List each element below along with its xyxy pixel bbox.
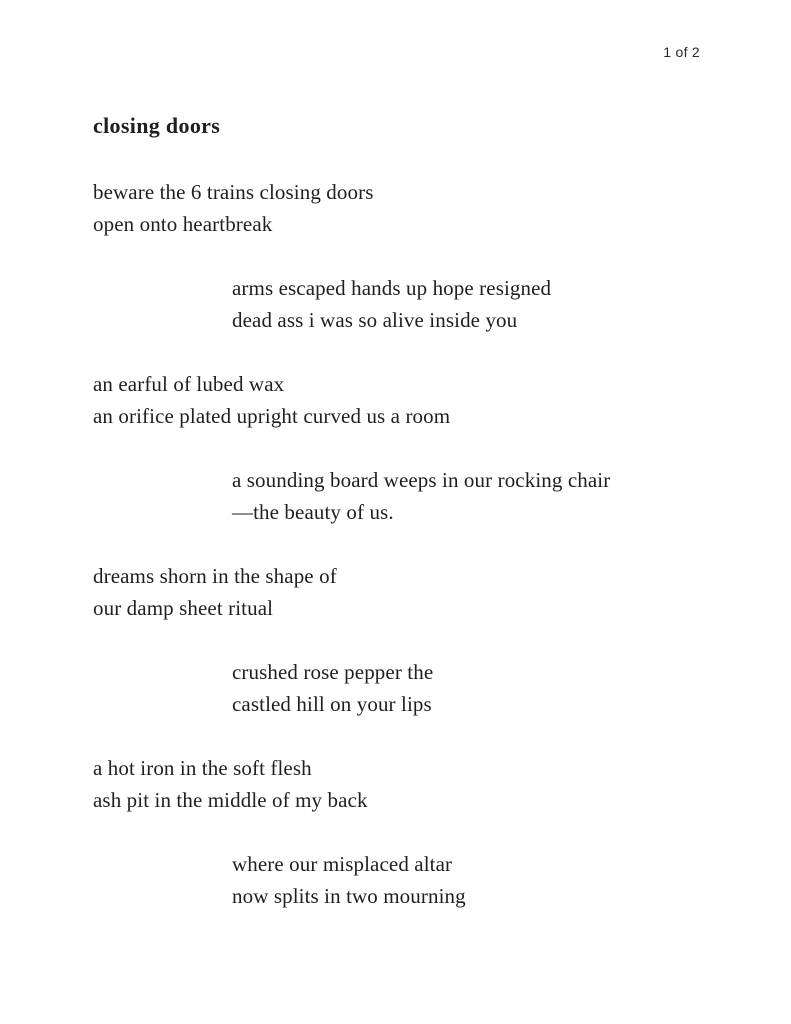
stanza	[93, 752, 731, 816]
stanza	[232, 656, 731, 720]
poem-line: ash pit in the middle of my back	[93, 788, 368, 812]
poem-page	[93, 112, 731, 944]
poem-line: where our misplaced altar	[232, 852, 453, 876]
poem-line: dead ass i was so alive inside you	[232, 308, 518, 332]
poem-line: an orifice plated upright curved us a room	[93, 404, 451, 428]
poem-line: crushed rose pepper the	[232, 660, 434, 684]
poem-line: a sounding board weeps in our rocking chair	[232, 468, 611, 492]
stanza	[232, 272, 731, 336]
poem-line: open onto heartbreak	[93, 212, 273, 236]
poem-line: a hot iron in the soft flesh	[93, 756, 312, 780]
stanza	[93, 560, 731, 624]
poem-line: beware the 6 trains closing doors	[93, 180, 374, 204]
stanza	[93, 176, 731, 240]
stanza	[93, 368, 731, 432]
poem-line: an earful of lubed wax	[93, 372, 285, 396]
page-number: 1 of 2	[663, 44, 700, 60]
poem-line: —the beauty of us.	[232, 500, 394, 524]
poem-line: dreams shorn in the shape of	[93, 564, 337, 588]
poem-line: arms escaped hands up hope resigned	[232, 276, 552, 300]
stanza	[232, 464, 731, 528]
poem-title: closing doors	[93, 113, 221, 138]
stanza	[232, 848, 731, 912]
poem-line: now splits in two mourning	[232, 884, 466, 908]
poem-line: castled hill on your lips	[232, 692, 432, 716]
poem-line: our damp sheet ritual	[93, 596, 274, 620]
